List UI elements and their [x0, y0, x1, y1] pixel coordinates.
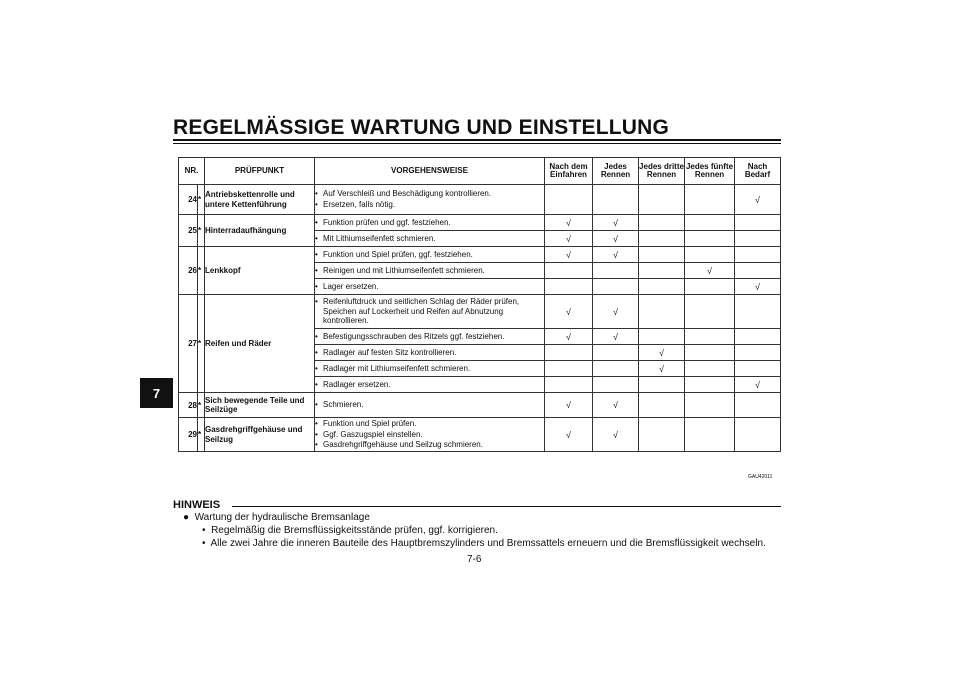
interval-check [735, 345, 781, 361]
row-number: 24 [179, 185, 198, 215]
interval-check [685, 185, 735, 215]
procedure-item [315, 189, 544, 199]
interval-check [639, 231, 685, 247]
interval-check: √ [545, 231, 593, 247]
interval-check: √ [593, 231, 639, 247]
interval-check [593, 377, 639, 393]
interval-check [545, 263, 593, 279]
procedure-text: Befestigungsschrauben des Ritzels ggf. festziehen. [323, 331, 505, 341]
special-tool-marker: * [198, 247, 205, 295]
interval-check [685, 329, 735, 345]
bullet-icon: • [315, 265, 318, 275]
procedure-text: Funktion und Spiel prüfen, ggf. festziehen. [323, 249, 473, 259]
procedure-item [315, 440, 544, 450]
procedure-item [315, 297, 544, 326]
hinweis-main-line [183, 512, 370, 523]
hinweis-sub-line: • Regelmäßig die Bremsflüssigkeitsstände prüfen, ggf. korrigieren. [202, 525, 498, 536]
interval-check [685, 393, 735, 418]
interval-check: √ [545, 418, 593, 452]
interval-check [685, 247, 735, 263]
procedure-item [315, 380, 544, 390]
interval-check [639, 418, 685, 452]
interval-check [735, 418, 781, 452]
bullet-icon: • [315, 440, 318, 450]
check-item: Sich bewegende Teile und Seilzüge [205, 393, 315, 418]
check-item: Gasdrehgriffgehäuse und Seilzug [205, 418, 315, 452]
header-jedes-rennen: Jedes Rennen [593, 158, 639, 185]
procedure-text: Schmieren. [323, 400, 364, 410]
procedure-cell [315, 329, 545, 345]
interval-check [685, 279, 735, 295]
interval-check [735, 295, 781, 329]
procedure-item [315, 348, 544, 358]
interval-check [593, 185, 639, 215]
bullet-icon: • [315, 429, 318, 439]
interval-check [593, 279, 639, 295]
procedure-item [315, 364, 544, 374]
procedure-text: Gasdrehgriffgehäuse und Seilzug schmieren. [323, 440, 483, 450]
interval-check [639, 279, 685, 295]
interval-check: √ [593, 295, 639, 329]
interval-check [639, 329, 685, 345]
check-item: Reifen und Räder [205, 295, 315, 393]
bullet-icon: • [315, 419, 318, 429]
procedure-item [315, 430, 544, 440]
interval-check: √ [593, 247, 639, 263]
hinweis-main: Wartung der hydraulische Bremsanlage [194, 512, 370, 523]
procedure-item [315, 419, 544, 429]
interval-check: √ [593, 418, 639, 452]
interval-check [735, 263, 781, 279]
title-rule [173, 139, 781, 141]
procedure-cell [315, 361, 545, 377]
interval-check [639, 247, 685, 263]
table-header-row [179, 158, 781, 185]
procedure-text: Funktion und Spiel prüfen. [323, 419, 417, 429]
bullet-icon: • [315, 297, 318, 307]
bullet-icon: • [315, 379, 318, 389]
procedure-text: Reifenluftdruck und seitlichen Schlag der Räder prüfen, Speichen auf Lockerheit und Reifen auf Abnutzung kontrollieren. [323, 297, 520, 326]
bullet-icon: • [315, 363, 318, 373]
check-item: Antriebskettenrolle und untere Kettenführung [205, 185, 315, 215]
row-number: 25 [179, 215, 198, 247]
special-tool-marker: * [198, 295, 205, 393]
procedure-cell [315, 295, 545, 329]
interval-check: √ [735, 185, 781, 215]
table-row [179, 393, 781, 418]
procedure-item [315, 400, 544, 410]
interval-check [735, 247, 781, 263]
procedure-text: Funktion prüfen und ggf. festziehen. [323, 217, 451, 227]
table-row [179, 215, 781, 231]
hinweis-sub-line: • Alle zwei Jahre die inneren Bauteile des Hauptbremszylinders und Bremssattels erneuern und die Bremsflüssigkeit wechseln. [202, 538, 766, 549]
table-row [179, 247, 781, 263]
interval-check [545, 279, 593, 295]
procedure-cell [315, 215, 545, 231]
procedure-text: Radlager mit Lithiumseifenfett schmieren. [323, 363, 471, 373]
document-code: GAU42011 [748, 474, 773, 480]
interval-check: √ [639, 361, 685, 377]
interval-check [735, 231, 781, 247]
row-number: 28 [179, 393, 198, 418]
hinweis-sub: Alle zwei Jahre die inneren Bauteile des Hauptbremszylinders und Bremssattels erneuern und die Bremsflüssigkeit wechseln. [210, 538, 766, 549]
bullet-icon: • [315, 281, 318, 291]
procedure-cell [315, 418, 545, 452]
bullet-icon: ● [183, 512, 190, 523]
procedure-text: Lager ersetzen. [323, 281, 379, 291]
procedure-text: Auf Verschleiß und Beschädigung kontrollieren. [323, 189, 492, 199]
header-nach-bedarf: Nach Bedarf [735, 158, 781, 185]
check-item: Hinterradaufhängung [205, 215, 315, 247]
interval-check: √ [639, 345, 685, 361]
bullet-icon: • [315, 331, 318, 341]
procedure-cell [315, 185, 545, 215]
table-row [179, 418, 781, 452]
interval-check [639, 185, 685, 215]
procedure-item [315, 282, 544, 292]
procedure-cell [315, 393, 545, 418]
interval-check: √ [545, 329, 593, 345]
interval-check: √ [735, 279, 781, 295]
procedure-cell [315, 377, 545, 393]
procedure-cell [315, 263, 545, 279]
table-row [179, 185, 781, 215]
interval-check [685, 295, 735, 329]
special-tool-marker: * [198, 185, 205, 215]
procedure-text: Reinigen und mit Lithiumseifenfett schmieren. [323, 265, 485, 275]
hinweis-label: HINWEIS [173, 499, 221, 511]
interval-check: √ [685, 263, 735, 279]
row-number: 26 [179, 247, 198, 295]
procedure-item [315, 218, 544, 228]
interval-check [593, 345, 639, 361]
special-tool-marker: * [198, 393, 205, 418]
procedure-text: Radlager ersetzen. [323, 379, 391, 389]
interval-check: √ [593, 329, 639, 345]
interval-check [593, 263, 639, 279]
row-number: 29 [179, 418, 198, 452]
header-vorgehensweise: VORGEHENSWEISE [315, 158, 545, 185]
special-tool-marker: * [198, 215, 205, 247]
procedure-cell [315, 279, 545, 295]
interval-check: √ [545, 295, 593, 329]
bullet-icon: • [315, 200, 318, 209]
row-number: 27 [179, 295, 198, 393]
interval-check [639, 215, 685, 231]
interval-check [545, 345, 593, 361]
interval-check [685, 377, 735, 393]
maintenance-table [178, 157, 781, 452]
title-rule-thin [173, 143, 781, 144]
header-pruefpunkt: PRÜFPUNKT [205, 158, 315, 185]
interval-check: √ [545, 393, 593, 418]
interval-check [545, 185, 593, 215]
interval-check [545, 377, 593, 393]
interval-check: √ [593, 393, 639, 418]
procedure-item [315, 234, 544, 244]
interval-check: √ [735, 377, 781, 393]
interval-check [685, 361, 735, 377]
hinweis-sub: Regelmäßig die Bremsflüssigkeitsstände prüfen, ggf. korrigieren. [211, 525, 498, 536]
interval-check [735, 329, 781, 345]
interval-check [639, 393, 685, 418]
table-body [179, 185, 781, 452]
procedure-cell [315, 345, 545, 361]
table-row [179, 295, 781, 329]
procedure-cell [315, 247, 545, 263]
interval-check: √ [545, 215, 593, 231]
interval-check [639, 295, 685, 329]
interval-check [735, 361, 781, 377]
chapter-tab: 7 [140, 378, 173, 408]
interval-check [735, 393, 781, 418]
interval-check [735, 215, 781, 231]
header-nach-dem-einfahren: Nach dem Einfahren [545, 158, 593, 185]
procedure-item [315, 200, 544, 210]
procedure-text: Ersetzen, falls nötig. [323, 200, 396, 209]
header-nr: NR. [179, 158, 205, 185]
procedure-cell [315, 231, 545, 247]
hinweis-rule [232, 506, 781, 507]
page-number: 7-6 [467, 554, 482, 565]
procedure-item [315, 266, 544, 276]
procedure-item [315, 332, 544, 342]
bullet-icon: • [315, 347, 318, 357]
interval-check [685, 231, 735, 247]
bullet-icon: • [315, 217, 318, 227]
interval-check [685, 215, 735, 231]
check-item: Lenkkopf [205, 247, 315, 295]
interval-check [593, 361, 639, 377]
interval-check [685, 345, 735, 361]
bullet-icon: • [315, 400, 318, 410]
procedure-text: Mit Lithiumseifenfett schmieren. [323, 233, 436, 243]
procedure-text: Radlager auf festen Sitz kontrollieren. [323, 347, 457, 357]
special-tool-marker: * [198, 418, 205, 452]
page-title: REGELMÄSSIGE WARTUNG UND EINSTELLUNG [173, 116, 670, 139]
interval-check [639, 377, 685, 393]
interval-check: √ [593, 215, 639, 231]
procedure-text: Ggf. Gaszugspiel einstellen. [323, 429, 423, 439]
bullet-icon: • [315, 233, 318, 243]
header-jedes-fuenfte-rennen: Jedes fünfte Rennen [685, 158, 735, 185]
bullet-icon: • [315, 189, 318, 199]
procedure-item [315, 250, 544, 260]
interval-check [685, 418, 735, 452]
interval-check [639, 263, 685, 279]
interval-check: √ [545, 247, 593, 263]
bullet-icon: • [315, 249, 318, 259]
header-jedes-dritte-rennen: Jedes dritte Rennen [639, 158, 685, 185]
interval-check [545, 361, 593, 377]
